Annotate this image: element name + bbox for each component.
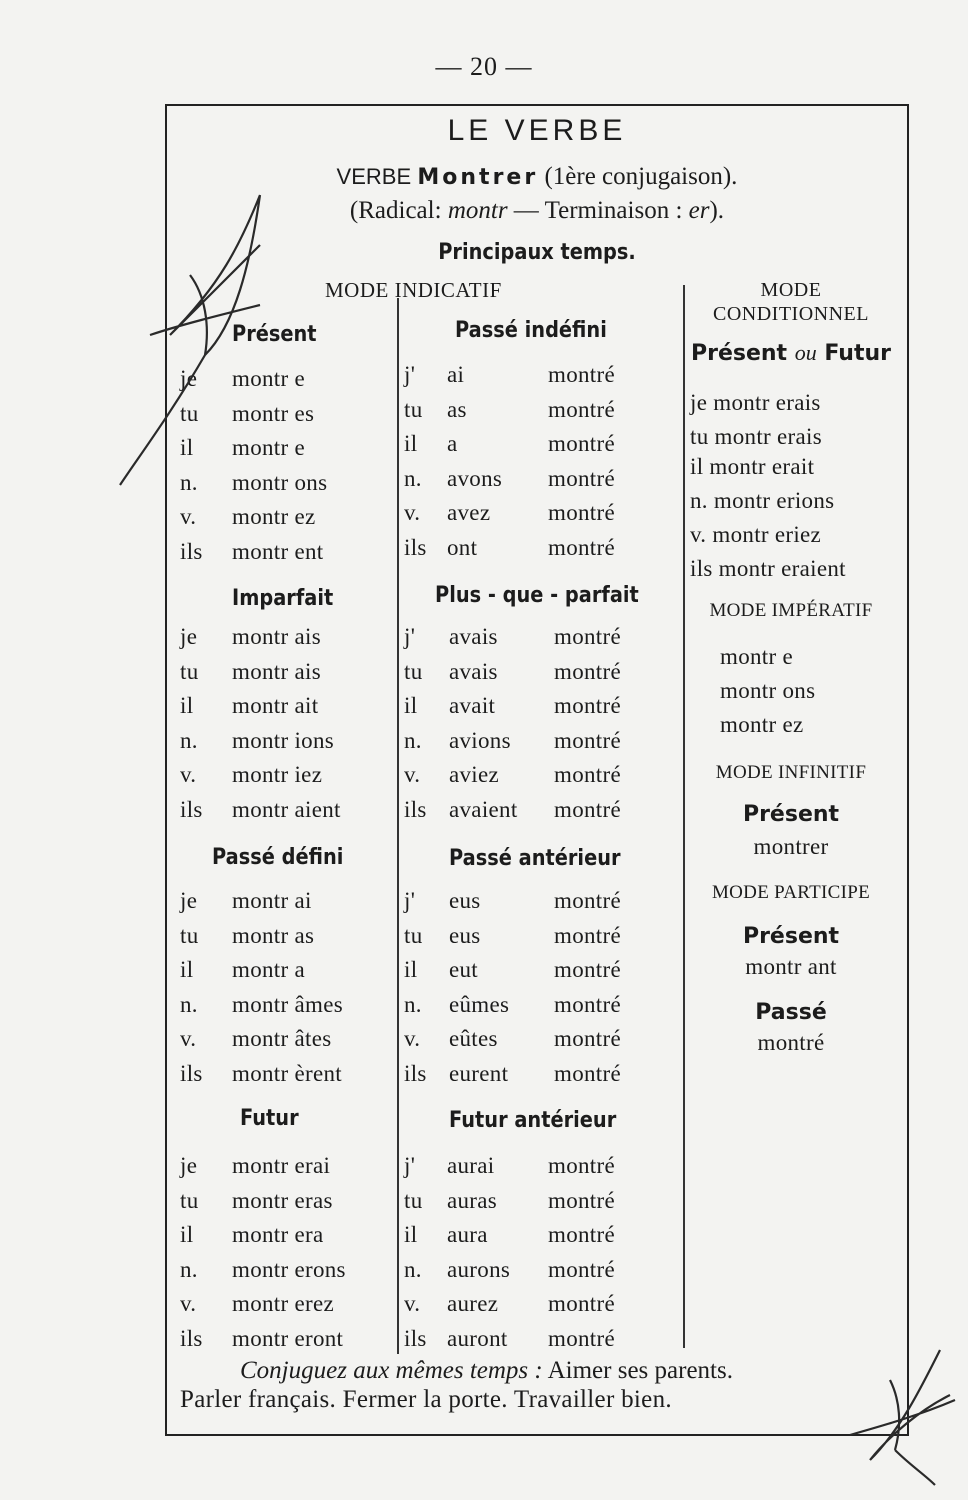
conj-present-r5-c0: ils (180, 538, 203, 564)
conj-plus-que-parfait-r4-c0: v. (404, 762, 421, 787)
ending-value: er (688, 197, 710, 224)
page-title: LE VERBE (447, 114, 627, 147)
conj-passe-anterieur-r4-c1: eûtes (449, 1026, 498, 1051)
radical-text-c: ). (709, 197, 725, 224)
conj-passe-indefini-r1-c2: montré (548, 396, 615, 422)
conj-imparfait-r1-c1: montr ais (232, 658, 321, 684)
conj-passe-defini-r4-c1: montr âtes (232, 1026, 332, 1051)
conj-passe-indefini-r4-c1: avez (447, 500, 491, 525)
conj-plus-que-parfait-r0-c1: avais (449, 624, 498, 649)
tense-title-present: Présent (232, 322, 317, 347)
conj-futur-anterieur-r1-c0: tu (404, 1187, 423, 1213)
conj-passe-anterieur-r5-c0: ils (404, 1060, 427, 1086)
conj-imparfait-r3-c0: n. (180, 727, 198, 753)
conj-passe-indefini-r4-c0: v. (404, 500, 421, 525)
mode-infinitif-label: MODE INFINITIF (715, 762, 867, 783)
conj-plus-que-parfait-r0-c2: montré (554, 624, 621, 649)
subtitle-prefix: VERBE (336, 164, 412, 189)
cond-title-b: Futur (816, 341, 892, 366)
conj-present-r3-c0: n. (180, 469, 198, 495)
radical-text-a: (Radical: (349, 197, 448, 224)
divider-left (397, 298, 399, 1354)
conj-futur-r2-c0: il (180, 1222, 194, 1247)
principaux-heading: Principaux temps. (438, 240, 636, 265)
conj-passe-indefini-r0-c2: montré (548, 362, 615, 387)
conj-passe-indefini-r3-c1: avons (447, 465, 503, 491)
conj-imparfait-r5-c0: ils (180, 796, 203, 822)
conj-futur-r0-c0: je (180, 1153, 198, 1178)
conj-plus-que-parfait-r5-c2: montré (554, 796, 621, 822)
conj-passe-anterieur-r3-c2: montré (554, 991, 621, 1017)
conj-futur-anterieur-r2-c1: aura (447, 1222, 488, 1247)
footer-exercise (240, 1357, 733, 1385)
page-number: — 20 — (435, 52, 533, 81)
conj-plus-que-parfait-r0-c0: j' (404, 624, 416, 649)
conj-futur-anterieur-r2-c0: il (404, 1222, 418, 1247)
conj-present-r4-c0: v. (180, 504, 197, 529)
imperatif-row-0: montr e (720, 644, 793, 669)
conj-present-r0-c0: je (180, 366, 198, 391)
signature-mark-bottom-right (830, 1340, 960, 1490)
conj-futur-r5-c0: ils (180, 1325, 203, 1351)
conj-plus-que-parfait-r2-c0: il (404, 693, 418, 718)
tense-title-passe-defini: Passé défini (212, 845, 344, 870)
conditionnel-row-2: il montr erait (690, 454, 815, 479)
footer-sentence-1: Aimer ses parents. (542, 1357, 733, 1384)
footer-instruction: Conjuguez aux mêmes temps : (240, 1357, 543, 1384)
conj-passe-anterieur-r0-c0: j' (404, 888, 416, 913)
conj-futur-anterieur-r3-c0: n. (404, 1256, 422, 1282)
conditionnel-row-3: n. montr erions (690, 488, 835, 513)
divider-right (683, 285, 685, 1348)
tense-title-futur-anterieur: Futur antérieur (449, 1108, 617, 1133)
conj-imparfait-r4-c1: montr iez (232, 762, 323, 787)
radical-text-b: — Terminaison : (507, 197, 689, 224)
conj-passe-anterieur-r4-c2: montré (554, 1026, 621, 1051)
conj-futur-anterieur-r3-c1: aurons (447, 1256, 511, 1282)
conj-futur-anterieur-r4-c1: aurez (447, 1291, 499, 1316)
conj-plus-que-parfait-r4-c1: aviez (449, 762, 500, 787)
conj-futur-anterieur-r4-c2: montré (548, 1291, 615, 1316)
conj-passe-defini-r4-c0: v. (180, 1026, 197, 1051)
participe-present-title: Présent (742, 924, 840, 949)
conj-futur-anterieur-r1-c1: auras (447, 1187, 498, 1213)
conj-passe-indefini-r2-c2: montré (548, 431, 615, 456)
conj-passe-anterieur-r3-c0: n. (404, 991, 422, 1017)
conj-passe-anterieur-r2-c1: eut (449, 957, 478, 982)
conditionnel-row-1: tu montr erais (690, 424, 822, 449)
conj-passe-anterieur-r2-c2: montré (554, 957, 621, 982)
conj-present-r2-c0: il (180, 435, 194, 460)
conj-futur-anterieur-r4-c0: v. (404, 1291, 421, 1316)
conj-imparfait-r3-c1: montr ions (232, 727, 335, 753)
tense-title-passe-anterieur: Passé antérieur (449, 846, 621, 871)
conj-passe-indefini-r0-c1: ai (447, 362, 465, 387)
conj-passe-anterieur-r2-c0: il (404, 957, 418, 982)
mode-indicatif-label: MODE INDICATIF (325, 278, 502, 302)
imperatif-row-2: montr ez (720, 712, 804, 737)
conj-passe-indefini-r5-c0: ils (404, 534, 427, 560)
conj-plus-que-parfait-r3-c1: avions (449, 727, 511, 753)
conj-passe-indefini-r5-c1: ont (447, 534, 478, 560)
conj-plus-que-parfait-r3-c0: n. (404, 727, 422, 753)
mode-imperatif-label: MODE IMPÉRATIF (709, 600, 873, 621)
conj-passe-defini-r5-c0: ils (180, 1060, 203, 1086)
conj-futur-r3-c1: montr erons (232, 1256, 346, 1282)
footer-exercise-line-2: Parler français. Fermer la porte. Travailler bien. (180, 1386, 672, 1413)
conj-passe-defini-r1-c1: montr as (232, 922, 315, 948)
conj-present-r5-c1: montr ent (232, 538, 324, 564)
conj-plus-que-parfait-r4-c2: montré (554, 762, 621, 787)
conj-passe-indefini-r0-c0: j' (404, 362, 416, 387)
conj-passe-defini-r2-c0: il (180, 957, 194, 982)
conj-passe-defini-r2-c1: montr a (232, 957, 305, 982)
conj-futur-r4-c1: montr erez (232, 1291, 334, 1316)
infinitif-value: montrer (753, 834, 829, 859)
conj-present-r1-c0: tu (180, 400, 199, 426)
conj-plus-que-parfait-r2-c2: montré (554, 693, 621, 718)
mode-cond-line-1: MODE (760, 279, 822, 301)
conj-imparfait-r1-c0: tu (180, 658, 199, 684)
conj-passe-anterieur-r1-c2: montré (554, 922, 621, 948)
conj-plus-que-parfait-r1-c1: avais (449, 658, 498, 684)
participe-passe-title: Passé (755, 1000, 827, 1025)
conj-present-r1-c1: montr es (232, 400, 315, 426)
conj-futur-anterieur-r5-c0: ils (404, 1325, 427, 1351)
conj-passe-anterieur-r3-c1: eûmes (449, 991, 510, 1017)
conj-futur-r1-c0: tu (180, 1187, 199, 1213)
conj-passe-anterieur-r1-c1: eus (449, 922, 481, 948)
mode-conditionnel-label (686, 278, 896, 326)
conj-imparfait-r0-c0: je (180, 624, 198, 649)
conj-futur-anterieur-r0-c0: j' (404, 1153, 416, 1178)
conditionnel-row-5: ils montr eraient (690, 556, 846, 581)
conj-present-r3-c1: montr ons (232, 469, 328, 495)
conj-present-r0-c1: montr e (232, 366, 305, 391)
conj-futur-r0-c1: montr erai (232, 1153, 331, 1178)
imperatif-row-1: montr ons (720, 678, 816, 703)
conj-passe-defini-r1-c0: tu (180, 922, 199, 948)
conj-passe-indefini-r2-c1: a (447, 431, 458, 456)
mode-participe-label: MODE PARTICIPE (711, 882, 871, 903)
conj-plus-que-parfait-r2-c1: avait (449, 693, 496, 718)
conj-plus-que-parfait-r3-c2: montré (554, 727, 621, 753)
conj-passe-anterieur-r5-c1: eurent (449, 1060, 509, 1086)
conj-passe-indefini-r1-c1: as (447, 396, 467, 422)
conj-futur-anterieur-r0-c2: montré (548, 1153, 615, 1178)
signature-mark-top-left (110, 185, 280, 495)
conj-imparfait-r5-c1: montr aient (232, 796, 341, 822)
conj-imparfait-r4-c0: v. (180, 762, 197, 787)
mode-cond-line-2: CONDITIONNEL (713, 303, 869, 325)
conj-plus-que-parfait-r5-c1: avaient (449, 796, 518, 822)
conj-passe-anterieur-r0-c2: montré (554, 888, 621, 913)
conj-plus-que-parfait-r1-c2: montré (554, 658, 621, 684)
conj-plus-que-parfait-r5-c0: ils (404, 796, 427, 822)
conj-passe-indefini-r3-c2: montré (548, 465, 615, 491)
conj-futur-anterieur-r2-c2: montré (548, 1222, 615, 1247)
conj-passe-defini-r0-c1: montr ai (232, 888, 312, 913)
conj-futur-anterieur-r5-c2: montré (548, 1325, 615, 1351)
conj-imparfait-r2-c1: montr ait (232, 693, 319, 718)
tense-title-imparfait: Imparfait (232, 586, 334, 611)
participe-present-value: montr ant (745, 954, 837, 979)
conj-passe-indefini-r3-c0: n. (404, 465, 422, 491)
conj-imparfait-r0-c1: montr ais (232, 624, 321, 649)
conj-futur-anterieur-r5-c1: auront (447, 1325, 508, 1351)
conj-passe-defini-r0-c0: je (180, 888, 198, 913)
conj-futur-anterieur-r1-c2: montré (548, 1187, 615, 1213)
radical-value: montr (447, 197, 508, 224)
conj-futur-r2-c1: montr era (232, 1222, 324, 1247)
conj-passe-anterieur-r5-c2: montré (554, 1060, 621, 1086)
conj-passe-indefini-r1-c0: tu (404, 396, 423, 422)
conditionnel-tense-title (686, 340, 896, 366)
participe-passe-value: montré (757, 1030, 825, 1055)
cond-title-a: Présent (690, 341, 795, 366)
conj-futur-anterieur-r3-c2: montré (548, 1256, 615, 1282)
conj-futur-r1-c1: montr eras (232, 1187, 333, 1213)
tense-title-futur: Futur (240, 1106, 299, 1131)
conj-passe-indefini-r5-c2: montré (548, 534, 615, 560)
conj-passe-defini-r5-c1: montr èrent (232, 1060, 342, 1086)
conditionnel-row-0: je montr erais (690, 390, 821, 415)
conj-imparfait-r2-c0: il (180, 693, 194, 718)
conj-present-r2-c1: montr e (232, 435, 305, 460)
subtitle-rest: (1ère conjugaison). (538, 163, 738, 190)
conj-passe-indefini-r2-c0: il (404, 431, 418, 456)
conj-passe-indefini-r4-c2: montré (548, 500, 615, 525)
tense-title-passe-indefini: Passé indéfini (455, 318, 607, 343)
conj-passe-anterieur-r4-c0: v. (404, 1026, 421, 1051)
tense-title-plus-que-parfait: Plus - que - parfait (435, 583, 639, 608)
subtitle-verb: Montrer (417, 165, 539, 190)
conj-passe-defini-r3-c1: montr âmes (232, 991, 343, 1017)
conj-futur-anterieur-r0-c1: aurai (447, 1153, 495, 1178)
conj-futur-r4-c0: v. (180, 1291, 197, 1316)
infinitif-present-title: Présent (742, 802, 840, 827)
conditionnel-row-4: v. montr eriez (690, 522, 822, 547)
conj-passe-defini-r3-c0: n. (180, 991, 198, 1017)
cond-title-ou: ou (794, 340, 817, 365)
conj-passe-anterieur-r0-c1: eus (449, 888, 481, 913)
conj-futur-r5-c1: montr eront (232, 1325, 344, 1351)
conj-passe-anterieur-r1-c0: tu (404, 922, 423, 948)
conj-present-r4-c1: montr ez (232, 504, 316, 529)
conj-futur-r3-c0: n. (180, 1256, 198, 1282)
conj-plus-que-parfait-r1-c0: tu (404, 658, 423, 684)
